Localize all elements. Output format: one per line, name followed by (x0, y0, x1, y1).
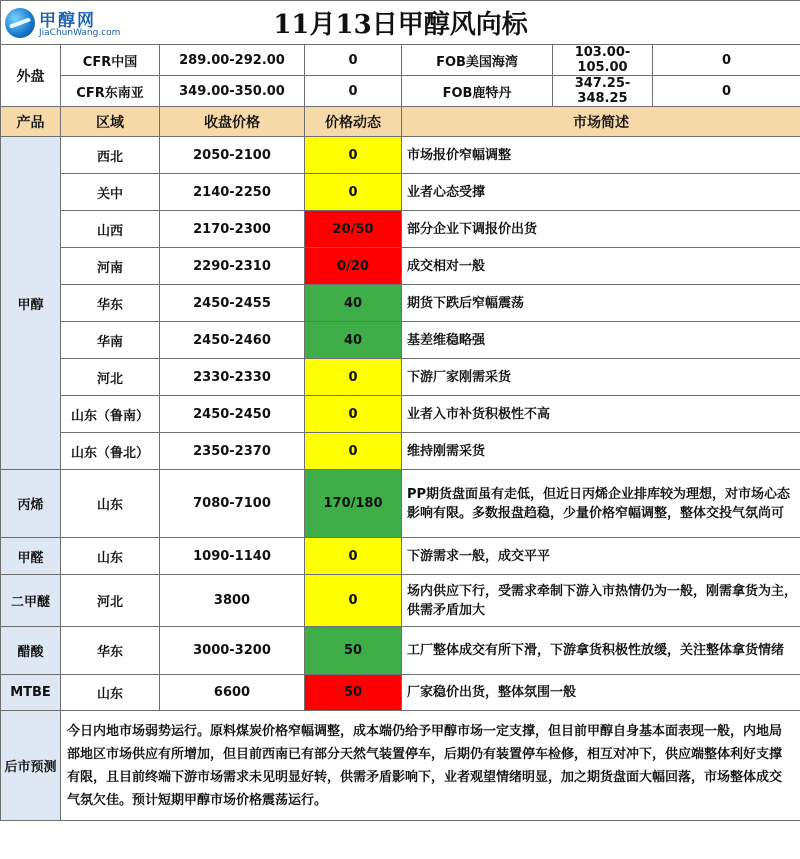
ext-price: 103.00-105.00 (553, 45, 653, 76)
table-row (1, 396, 800, 433)
external-row (1, 45, 800, 76)
table-row (1, 538, 800, 575)
table-row (1, 285, 800, 322)
ext-name: FOB美国海湾 (402, 45, 553, 76)
price-cell: 2050-2100 (160, 137, 305, 174)
price-cell: 2450-2450 (160, 396, 305, 433)
forecast-label: 后市预测 (1, 711, 61, 821)
title-bar (1, 1, 800, 45)
region-cell: 华东 (61, 627, 160, 675)
table-row (1, 675, 800, 711)
product-cell: 醋酸 (1, 627, 61, 675)
product-methanol: 甲醇 (1, 137, 61, 470)
logo-cn-text: 甲醇网 (39, 11, 96, 31)
ext-name: FOB鹿特丹 (402, 76, 553, 107)
change-cell: 170/180 (305, 470, 402, 538)
change-cell: 40 (305, 285, 402, 322)
col-header-change: 价格动态 (305, 107, 402, 137)
col-header-summary: 市场简述 (402, 107, 800, 137)
change-cell: 50 (305, 627, 402, 675)
summary-cell: 下游需求一般，成交平平 (402, 538, 800, 575)
region-cell: 河南 (61, 248, 160, 285)
summary-cell: 期货下跌后窄幅震荡 (402, 285, 800, 322)
table-row (1, 211, 800, 248)
change-cell: 0 (305, 174, 402, 211)
change-cell: 0 (305, 137, 402, 174)
region-cell: 华南 (61, 322, 160, 359)
col-header-price: 收盘价格 (160, 107, 305, 137)
region-cell: 华东 (61, 285, 160, 322)
summary-cell: 工厂整体成交有所下滑，下游拿货积极性放缓，关注整体拿货情绪 (402, 627, 800, 675)
ext-price: 347.25-348.25 (553, 76, 653, 107)
product-cell: 二甲醚 (1, 575, 61, 627)
summary-cell: 场内供应下行，受需求牵制下游入市热情仍为一般，刚需拿货为主，供需矛盾加大 (402, 575, 800, 627)
summary-cell: 维持刚需采货 (402, 433, 800, 470)
summary-cell: 厂家稳价出货，整体氛围一般 (402, 675, 800, 711)
change-cell: 0 (305, 538, 402, 575)
change-cell: 40 (305, 322, 402, 359)
ext-change: 0 (305, 45, 402, 76)
table-row (1, 174, 800, 211)
site-logo[interactable] (5, 4, 121, 42)
col-header-product: 产品 (1, 107, 61, 137)
change-cell: 0 (305, 575, 402, 627)
price-cell: 2290-2310 (160, 248, 305, 285)
product-cell: 甲醛 (1, 538, 61, 575)
column-header-row (1, 107, 800, 137)
external-row (1, 76, 800, 107)
table-row (1, 322, 800, 359)
change-cell: 0 (305, 396, 402, 433)
price-cell: 2170-2300 (160, 211, 305, 248)
region-cell: 关中 (61, 174, 160, 211)
forecast-row (1, 711, 800, 821)
summary-cell: 部分企业下调报价出货 (402, 211, 800, 248)
table-row (1, 248, 800, 285)
price-cell: 7080-7100 (160, 470, 305, 538)
product-cell: 丙烯 (1, 470, 61, 538)
summary-cell: 下游厂家刚需采货 (402, 359, 800, 396)
summary-cell: 业者入市补货积极性不高 (402, 396, 800, 433)
table-row (1, 627, 800, 675)
col-header-region: 区域 (61, 107, 160, 137)
globe-icon (5, 8, 35, 38)
change-cell: 0 (305, 359, 402, 396)
ext-price: 289.00-292.00 (160, 45, 305, 76)
region-cell: 河北 (61, 359, 160, 396)
product-cell: MTBE (1, 675, 61, 711)
ext-change: 0 (305, 76, 402, 107)
price-cell: 6600 (160, 675, 305, 711)
summary-cell: 成交相对一般 (402, 248, 800, 285)
change-cell: 0 (305, 433, 402, 470)
table-row (1, 575, 800, 627)
table-row (1, 359, 800, 396)
price-cell: 2330-2330 (160, 359, 305, 396)
price-cell: 1090-1140 (160, 538, 305, 575)
ext-name: CFR东南亚 (61, 76, 160, 107)
ext-name: CFR中国 (61, 45, 160, 76)
table-row (1, 137, 800, 174)
change-cell: 0/20 (305, 248, 402, 285)
region-cell: 山西 (61, 211, 160, 248)
region-cell: 山东（鲁北） (61, 433, 160, 470)
summary-cell: PP期货盘面虽有走低，但近日丙烯企业排库较为理想，对市场心态影响有限。多数报盘趋稳，少量价格窄幅调整，整体交投气氛尚可 (402, 470, 800, 538)
change-cell: 20/50 (305, 211, 402, 248)
price-cell: 3800 (160, 575, 305, 627)
region-cell: 山东 (61, 470, 160, 538)
region-cell: 西北 (61, 137, 160, 174)
region-cell: 山东（鲁南） (61, 396, 160, 433)
table-row (1, 433, 800, 470)
price-cell: 2450-2455 (160, 285, 305, 322)
logo-en-text: JiaChunWang.com (39, 28, 121, 38)
summary-cell: 业者心态受撑 (402, 174, 800, 211)
price-cell: 2350-2370 (160, 433, 305, 470)
summary-cell: 基差维稳略强 (402, 322, 800, 359)
region-cell: 山东 (61, 675, 160, 711)
region-cell: 河北 (61, 575, 160, 627)
ext-price: 349.00-350.00 (160, 76, 305, 107)
price-cell: 2450-2460 (160, 322, 305, 359)
summary-cell: 市场报价窄幅调整 (402, 137, 800, 174)
table-row (1, 470, 800, 538)
change-cell: 50 (305, 675, 402, 711)
price-cell: 3000-3200 (160, 627, 305, 675)
ext-change: 0 (653, 76, 800, 107)
external-label: 外盘 (1, 45, 61, 107)
price-cell: 2140-2250 (160, 174, 305, 211)
region-cell: 山东 (61, 538, 160, 575)
ext-change: 0 (653, 45, 800, 76)
forecast-text: 今日内地市场弱势运行。原料煤炭价格窄幅调整，成本端仍给予甲醇市场一定支撑，但目前甲醇自身基本面表现一般，内地局部地区市场供应有所增加，但目前西南已有部分天然气装置停车，后期仍有装置停车检修，相互对冲下，供应端整体利好支撑有限，且目前终端下游市场需求未见明显好转，供需矛盾影响下，业者观望情绪明显，加之期货盘面大幅回落，市场整体成交气氛欠佳。预计短期甲醇市场价格震荡运行。 (61, 711, 800, 821)
page-title: 11月13日甲醇风向标 (273, 10, 528, 40)
